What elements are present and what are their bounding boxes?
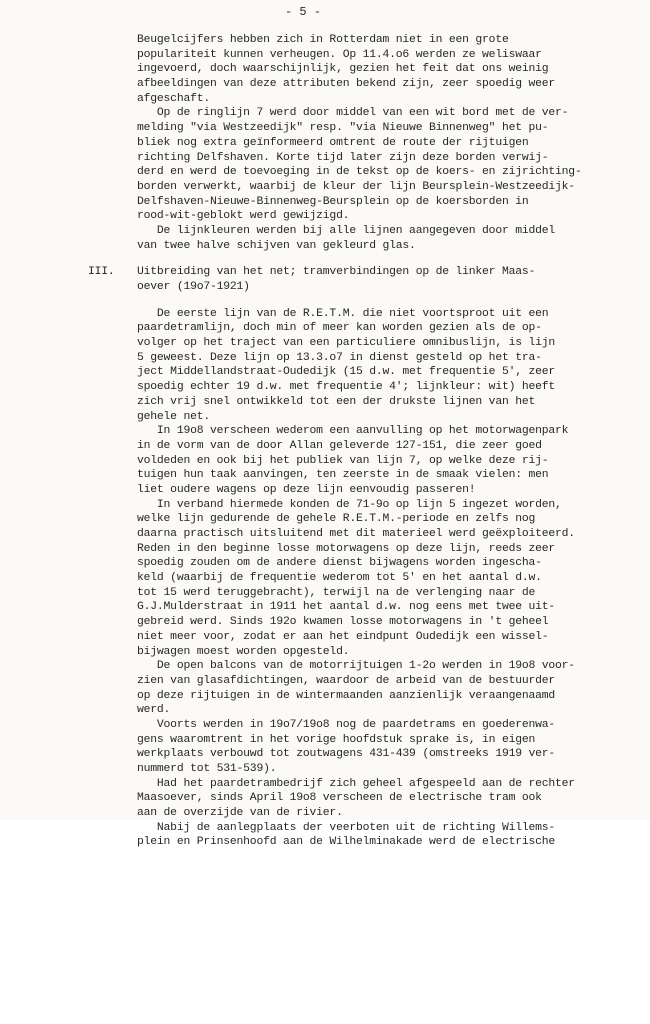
text-line: welke lijn gedurende de gehele R.E.T.M.-periode en zelfs nog	[137, 513, 536, 526]
text-line: Op de ringlijn 7 werd door middel van een wit bord met de ver-	[137, 107, 569, 120]
text-line: In 19o8 verscheen wederom een aanvulling op het motorwagenpark	[137, 425, 569, 438]
section-body	[137, 307, 647, 850]
text-line: werd.	[137, 704, 171, 717]
text-line: ingevoerd, doch waarschijnlijk, gezien het feit dat ons weinig	[137, 63, 549, 76]
text-line: spoedig echter 19 d.w. met frequentie 4'; lijnkleur: wit) heeft	[137, 381, 556, 394]
section-title-line: Uitbreiding van het net; tramverbindingen op de linker Maas-	[137, 266, 536, 279]
text-line: plein en Prinsenhoofd aan de Wilhelminakade werd de electrische	[137, 836, 556, 849]
text-line: op deze rijtuigen in de wintermaanden aanzienlijk veraangenaamd	[137, 689, 556, 702]
text-line: in de vorm van de door Allan geleverde 127-151, die zeer goed	[137, 439, 542, 452]
spacer	[137, 295, 647, 307]
text-line: spoedig zouden om de andere dienst bijwagens worden ingescha-	[137, 557, 542, 570]
text-line: Maasoever, sinds April 19o8 verscheen de electrische tram ook	[137, 792, 542, 805]
text-line: paardetramlijn, doch min of meer kan worden gezien als de op-	[137, 322, 542, 335]
text-line: afgeschaft.	[137, 92, 210, 105]
text-line: gehele net.	[137, 410, 210, 423]
text-line: De lijnkleuren werden bij alle lijnen aangegeven door middel	[137, 224, 556, 237]
text-body	[88, 33, 647, 850]
intro-paragraphs	[137, 33, 647, 253]
text-line: niet meer voor, zodat er aan het eindpunt Oudedijk een wissel-	[137, 630, 549, 643]
text-line: tot 15 werd teruggebracht), terwijl na de verlenging naar de	[137, 586, 536, 599]
text-line: In verband hiermede konden de 71-9o op lijn 5 ingezet worden,	[137, 498, 562, 511]
text-line: Beugelcijfers hebben zich in Rotterdam niet in een grote	[137, 34, 509, 46]
text-line: zien van glasafdichtingen, waardoor de arbeid van de bestuurder	[137, 674, 556, 687]
text-line: 5 geweest. Deze lijn op 13.3.o7 in dienst gesteld op het tra-	[137, 351, 542, 364]
text-line: nummerd tot 531-539).	[137, 763, 277, 775]
text-line: borden verwerkt, waarbij de kleur der lijn Beursplein-Westzeedijk-	[137, 180, 575, 193]
text-line: bliek nog extra geïnformeerd omtrent de route der rijtuigen	[137, 136, 529, 149]
text-line: ject Middellandstraat-Oudedijk (15 d.w. met frequentie 5', zeer	[137, 366, 556, 379]
text-line: Delfshaven-Nieuwe-Binnenweg-Beursplein op de koersborden in	[137, 195, 529, 208]
spacer	[137, 253, 647, 265]
text-line: aan de overzijde van de rivier.	[137, 807, 343, 820]
section-number: III.	[88, 266, 115, 279]
text-line: Voorts werden in 19o7/19o8 nog de paardetrams en goederenwa-	[137, 718, 556, 731]
page-number: - 5 -	[285, 5, 322, 19]
text-line: Reden in den beginne losse motorwagens op deze lijn, reeds zeer	[137, 542, 556, 555]
section-title-line: oever (19o7-1921)	[137, 281, 250, 293]
text-line: zich vrij snel ontwikkeld tot een der drukste lijnen van het	[137, 395, 536, 408]
text-line: De open balcons van de motorrijtuigen 1-2o werden in 19o8 voor-	[137, 660, 575, 673]
text-line: Had het paardetrambedrijf zich geheel afgespeeld aan de rechter	[137, 777, 575, 790]
text-line: derd en werd de toevoeging in de tekst op de koers- en zijrichting-	[137, 166, 582, 179]
text-line: keld (waarbij de frequentie wederom tot 5' en het aantal d.w.	[137, 572, 542, 585]
text-line: volger op het traject van een particuliere omnibuslijn, is lijn	[137, 337, 556, 350]
text-line: daarna practisch uitsluitend met dit materieel werd geëxploiteerd.	[137, 528, 575, 540]
text-line: melding "via Westzeedijk" resp. "via Nieuwe Binnenweg" het pu-	[137, 122, 549, 135]
text-line: liet oudere wagens op deze lijn eenvoudig passeren!	[137, 483, 476, 496]
text-line: van twee halve schijven van gekleurd glas.	[137, 239, 416, 252]
text-line: bijwagen moest worden opgesteld.	[137, 645, 350, 658]
text-line: richting Delfshaven. Korte tijd later zijn deze borden verwij-	[137, 151, 549, 164]
text-line: afbeeldingen van deze attributen bekend zijn, zeer spoedig weer	[137, 78, 556, 91]
text-line: G.J.Mulderstraat in 1911 het aantal d.w. nog eens met twee uit-	[137, 601, 556, 614]
text-line: tuigen hun taak aanvingen, ten zeerste in de smaak vielen: men	[137, 469, 549, 482]
text-line: populariteit kunnen verheugen. Op 11.4.o6 werden ze weliswaar	[137, 48, 542, 61]
text-line: De eerste lijn van de R.E.T.M. die niet voortsproot uit een	[137, 307, 549, 320]
section-heading	[88, 265, 647, 294]
text-line: voldeden en ook bij het publiek van lijn 7, op welke deze rij-	[137, 454, 549, 467]
text-line: Nabij de aanlegplaats der veerboten uit de richting Willems-	[137, 821, 556, 834]
text-line: gens waaromtrent in het vorige hoofdstuk sprake is, in eigen	[137, 733, 536, 746]
text-line: gebreid werd. Sinds 192o kwamen losse motorwagens in 't geheel	[137, 616, 549, 629]
text-line: rood-wit-geblokt werd gewijzigd.	[137, 210, 350, 223]
text-line: werkplaats verbouwd tot zoutwagens 431-439 (omstreeks 1919 ver-	[137, 748, 556, 761]
